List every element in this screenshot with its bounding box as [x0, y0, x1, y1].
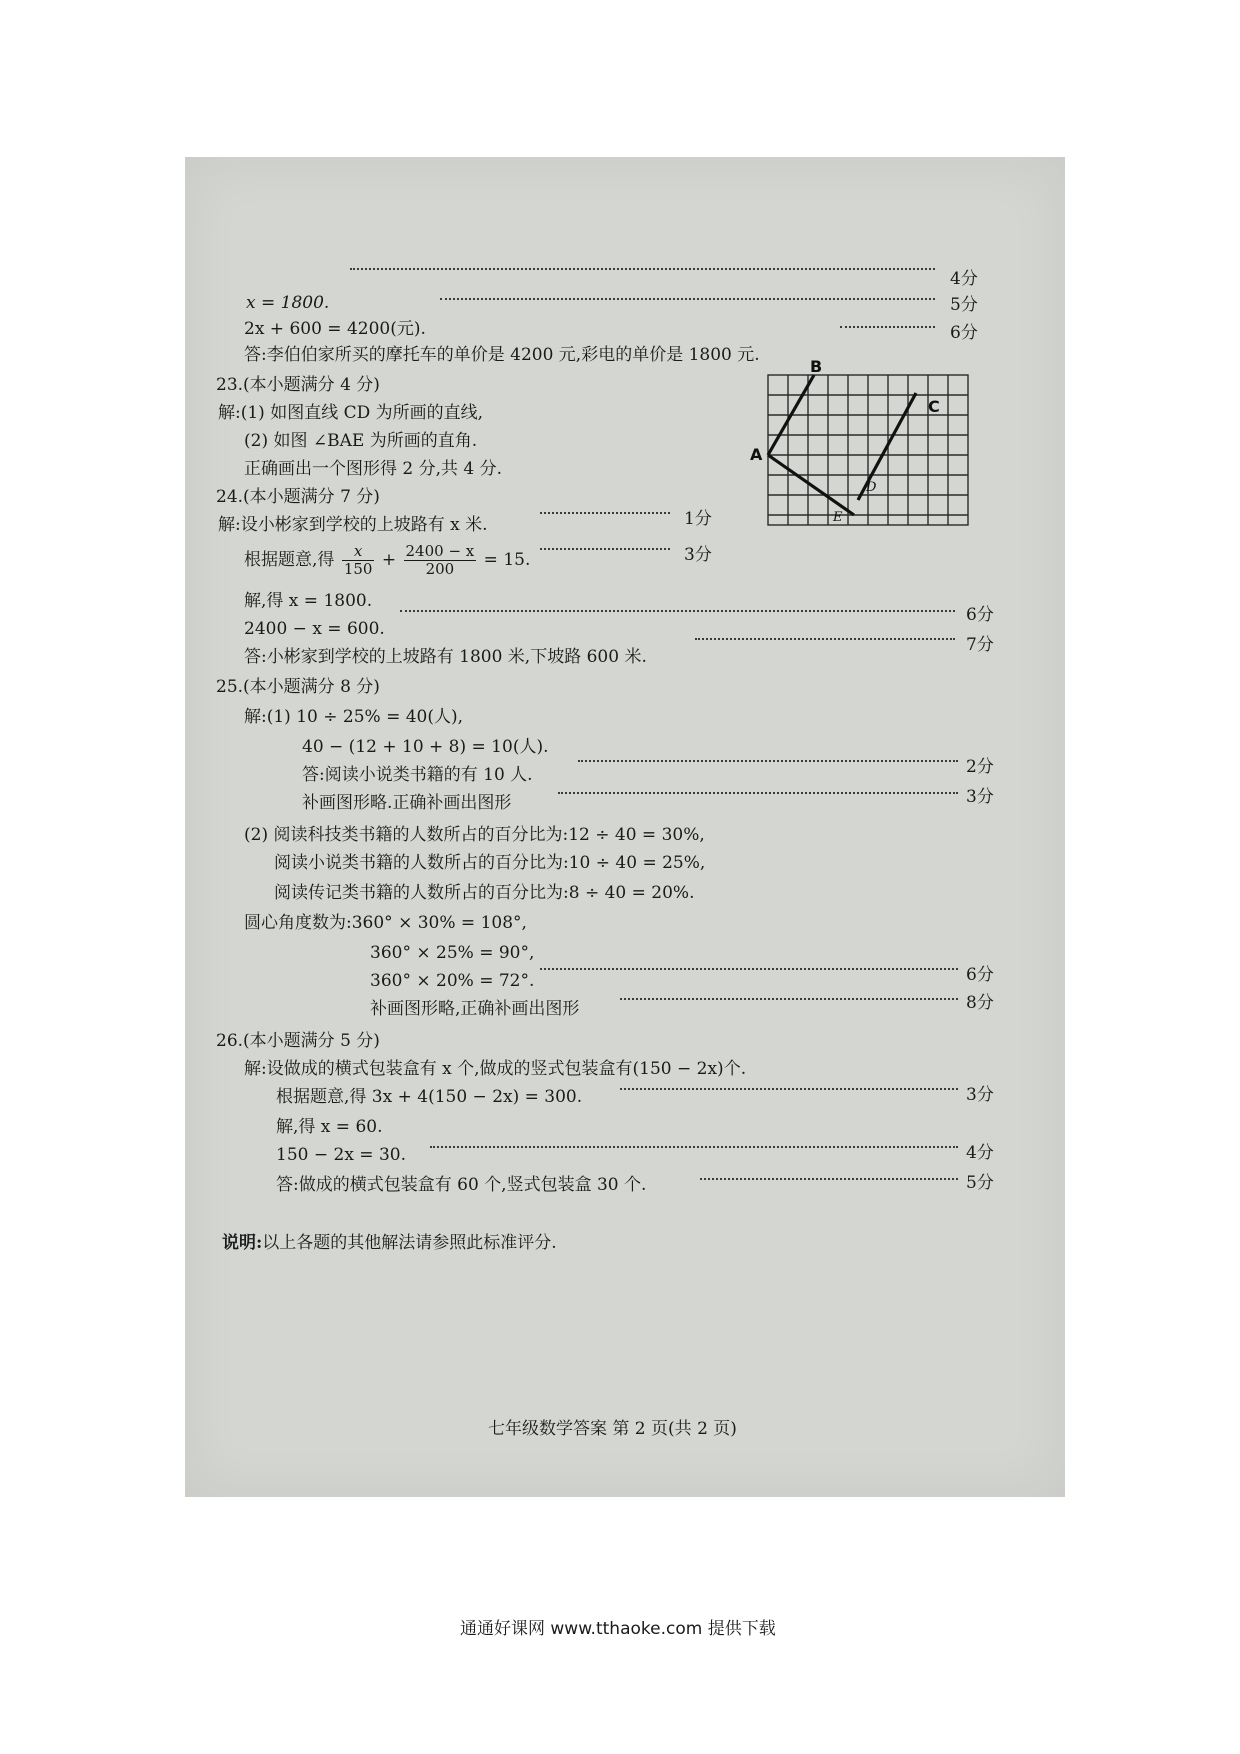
score: 4分 [966, 1143, 994, 1163]
question-heading: 25.(本小题满分 8 分) [216, 677, 380, 697]
leader-dots [700, 1178, 958, 1180]
leader-dots [540, 512, 670, 514]
solution-line: (2) 阅读科技类书籍的人数所占的百分比为:12 ÷ 40 = 30%, [244, 825, 705, 845]
numerator: 2400 − x [405, 542, 475, 560]
solution-line: 解:(1) 10 ÷ 25% = 40(人), [244, 707, 464, 727]
question-heading: 23.(本小题满分 4 分) [216, 375, 380, 395]
page-footer: 七年级数学答案 第 2 页(共 2 页) [488, 1419, 737, 1439]
equation-prefix: 根据题意,得 [244, 550, 335, 570]
point-label-c: C [928, 397, 940, 416]
solution-line: 补画图形略,正确补画出图形 [370, 999, 580, 1019]
solution-line: 解,得 x = 1800. [244, 591, 373, 611]
leader-dots [695, 638, 955, 640]
denominator: 200 [425, 560, 455, 578]
solution-line: 2400 − x = 600. [244, 619, 385, 639]
score: 7分 [966, 635, 994, 655]
equation-suffix: = 15. [483, 550, 531, 570]
score: 3分 [966, 1085, 994, 1105]
solution-line: (2) 如图 ∠BAE 为所画的直角. [244, 431, 478, 451]
leader-dots [430, 1146, 958, 1148]
solution-line: 解:设做成的横式包装盒有 x 个,做成的竖式包装盒有(150 − 2x)个. [244, 1059, 747, 1079]
leader-dots [840, 326, 935, 328]
note-label: 说明: [222, 1233, 263, 1253]
answer-line: 答:小彬家到学校的上坡路有 1800 米,下坡路 600 米. [244, 647, 647, 667]
leader-dots [578, 760, 958, 762]
solution-line: 40 − (12 + 10 + 8) = 10(人). [302, 737, 549, 757]
score: 6分 [966, 965, 994, 985]
equation-line [244, 540, 530, 580]
answer-line: 答:李伯伯家所买的摩托车的单价是 4200 元,彩电的单价是 1800 元. [244, 345, 760, 365]
leader-dots [540, 968, 958, 970]
equation-line: x = 1800. [246, 293, 330, 313]
solution-line: 解,得 x = 60. [276, 1117, 383, 1137]
solution-line: 圆心角度数为:360° × 30% = 108°, [244, 913, 527, 933]
score: 6分 [950, 323, 978, 343]
solution-line: 解:(1) 如图直线 CD 为所画的直线, [218, 403, 484, 423]
solution-line: 360° × 25% = 90°, [370, 943, 535, 963]
solution-line: 补画图形略.正确补画出图形 [302, 793, 512, 813]
score: 6分 [966, 605, 994, 625]
numerator: x [342, 543, 375, 561]
leader-dots [620, 998, 958, 1000]
solution-line: 阅读传记类书籍的人数所占的百分比为:8 ÷ 40 = 20%. [274, 883, 695, 903]
score: 5分 [966, 1173, 994, 1193]
segment-ae [768, 455, 854, 515]
solution-line: 根据题意,得 3x + 4(150 − 2x) = 300. [276, 1087, 583, 1107]
solution-line: 阅读小说类书籍的人数所占的百分比为:10 ÷ 40 = 25%, [274, 853, 706, 873]
equation-line: 2x + 600 = 4200(元). [244, 319, 426, 339]
point-label-e: E [833, 510, 843, 525]
score: 2分 [966, 757, 994, 777]
leader-dots [350, 268, 935, 270]
point-label-a: A [750, 445, 763, 464]
score: 3分 [684, 545, 712, 565]
answer-line: 答:阅读小说类书籍的有 10 人. [302, 765, 533, 785]
solution-line: 360° × 20% = 72°. [370, 971, 535, 991]
score: 8分 [966, 993, 994, 1013]
question-heading: 24.(本小题满分 7 分) [216, 487, 380, 507]
solution-line: 正确画出一个图形得 2 分,共 4 分. [244, 459, 503, 479]
denominator: 150 [343, 560, 373, 578]
fraction [404, 543, 477, 578]
answer-line: 答:做成的横式包装盒有 60 个,竖式包装盒 30 个. [276, 1175, 647, 1195]
leader-dots [400, 610, 955, 612]
site-footer: 通通好课网 www.tthaoke.com 提供下载 [460, 1619, 776, 1639]
grading-note [222, 1232, 557, 1254]
grid-figure [748, 360, 978, 540]
note-text: 以上各题的其他解法请参照此标准评分. [262, 1233, 557, 1253]
fraction [342, 543, 375, 578]
leader-dots [620, 1088, 958, 1090]
leader-dots [558, 792, 958, 794]
score: 3分 [966, 787, 994, 807]
score: 5分 [950, 295, 978, 315]
plus-sign: + [381, 550, 397, 570]
leader-dots [440, 298, 935, 300]
score: 4分 [950, 269, 978, 289]
score: 1分 [684, 509, 712, 529]
solution-line: 解:设小彬家到学校的上坡路有 x 米. [218, 515, 488, 535]
question-heading: 26.(本小题满分 5 分) [216, 1031, 380, 1051]
point-label-b: B [810, 360, 823, 376]
leader-dots [540, 548, 670, 550]
point-label-d: D [866, 480, 877, 495]
solution-line: 150 − 2x = 30. [276, 1145, 406, 1165]
